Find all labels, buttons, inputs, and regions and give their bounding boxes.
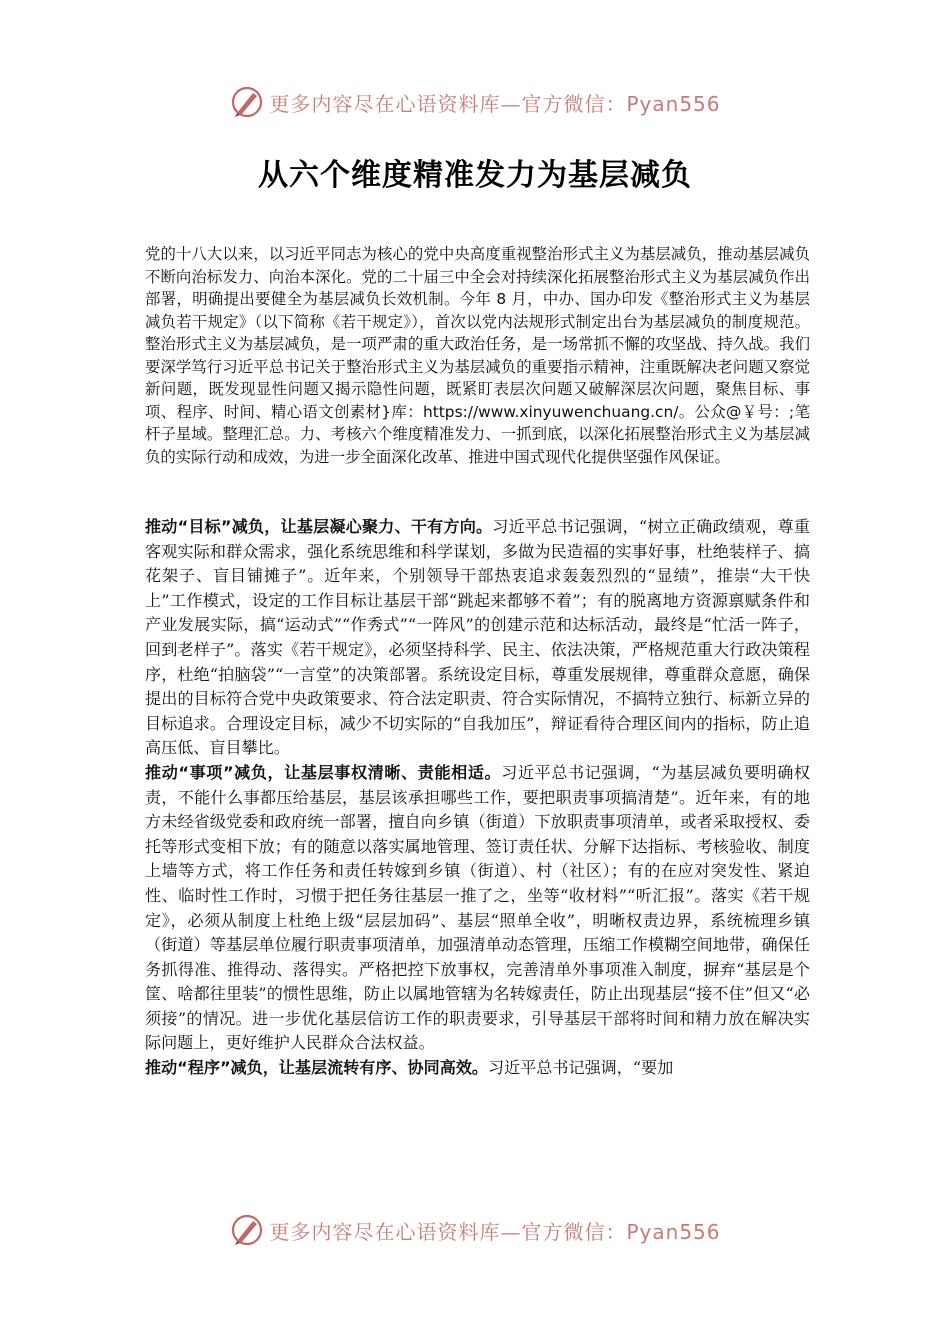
section-heading: 推动“事项”减负，让基层事权清晰、责能相适。 bbox=[145, 762, 502, 782]
bottom-watermark-banner bbox=[0, 1210, 950, 1250]
section-heading: 推动“目标”减负，让基层凝心聚力、干有方向。 bbox=[145, 517, 493, 536]
section-body: 习近平总书记强调，“为基层减负要明确权责，不能什么事都压给基层，基层该承担哪些工作，要把职责事项搞清楚”。近年来，有的地方未经省级党委和政府统一部署，擅自向乡镇（街道）下放职责事项清单，或者采取授权、委托等形式变相下放；有的随意以落实属地管理、签订责任状、分解下达指标、考核验收、制度上墙等方式，将工作任务和责任转嫁到乡镇（街道）、村（社区）；有的在应对突发性、紧迫性、临时性工作时，习惯于把任务往基层一推了之，坐等“收材料”“听汇报”。落实《若干规定》，必须从制度上杜绝上级“层层加码”、基层“照单全收”，明晰权责边界，系统梳理乡镇（街道）等基层单位履行职责事项清单，加强清单动态管理，压缩工作模糊空间地带，确保任务抓得准、推得动、落得实。严格把控下放事权，完善清单外事项准入制度，摒弃“基层是个筐、啥都往里装”的惯性思维，防止以属地管辖为名转嫁责任，防止出现基层“接不住”但又“必须接”的情况。进一步优化基层信访工作的职责要求，引导基层干部将时间和精力放在解决实际问题上，更好维护人民群众合法权益。 bbox=[145, 762, 811, 1053]
wechat-id: Pyan556 bbox=[626, 1219, 721, 1244]
watermark-text: 更多内容尽在心语资料库—官方微信：Pyan556 bbox=[269, 1219, 721, 1244]
section-heading: 推动“程序”减负，让基层流转有序、协同高效。 bbox=[145, 1058, 489, 1078]
intro-paragraph bbox=[145, 243, 810, 468]
watermark-text: 更多内容尽在心语资料库—官方微信：Pyan556 bbox=[269, 91, 721, 116]
document-body bbox=[145, 515, 810, 1081]
pen-logo-icon bbox=[229, 84, 265, 120]
top-watermark-banner bbox=[0, 82, 950, 122]
section-body: 习近平总书记强调，“树立正确政绩观，尊重客观实际和群众需求，强化系统思维和科学谋划，多做为民造福的实事好事，杜绝装样子、搞花架子、盲目铺摊子”。近年来，个别领导干部热衷追求轰轰烈烈的“显绩”，推崇“大干快上”工作模式，设定的工作目标让基层干部“跳起来都够不着”；有的脱离地方资源禀赋条件和产业发展实际，搞“运动式”“作秀式”“一阵风”的创建示范和达标活动，最终是“忙活一阵子，回到老样子”。落实《若干规定》，必须坚持科学、民主、依法决策，严格规范重大行政决策程序，杜绝“拍脑袋”“一言堂”的决策部署。系统设定目标，尊重发展规律，尊重群众意愿，确保提出的目标符合党中央政策要求、符合法定职责、符合实际情况，不搞特立独行、标新立异的目标追求。合理设定目标，减少不切实际的“自我加压”，辩证看待合理区间内的指标，防止追高压低、盲目攀比。 bbox=[145, 517, 810, 758]
section-body: 习近平总书记强调，“要加 bbox=[488, 1058, 674, 1078]
section-1 bbox=[145, 515, 810, 761]
intro-text: 党的十八大以来，以习近平同志为核心的党中央高度重视整治形式主义为基层减负，推动基层减负不断向治标发力、向治本深化。党的二十届三中全会对持续深化拓展整治形式主义为基层减负作出部署，明确提出要健全为基层减负长效机制。今年 8 月，中办、国办印发《整治形式主义为基层减负若干规定》（以下简称《若干规定》），首次以党内法规形式制定出台为基层减负的制度规范。整治形式主义为基层减负，是一项严肃的重大政治任务，是一场常抓不懈的攻坚战、持久战。我们要深学笃行习近平总书记关于整治形式主义为基层减负的重要指示精神，注重既解决老问题又察觉新问题，既发现显性问题又揭示隐性问题，既紧盯表层次问题又破解深层次问题，聚焦目标、事项、程序、时间、精心语文创素材}库：https://www.xinyuwenchuang.cn/。公众@￥号：;笔杆子星域。整理汇总。力、考核六个维度精准发力、一抓到底，以深化拓展整治形式主义为基层减负的实际行动和成效，为进一步全面深化改革、推进中国式现代化提供坚强作风保证。 bbox=[145, 245, 810, 466]
document-title: 从六个维度精准发力为基层减负 bbox=[258, 158, 692, 193]
section-2 bbox=[145, 761, 810, 1056]
wechat-id: Pyan556 bbox=[626, 91, 721, 116]
section-3 bbox=[145, 1056, 810, 1081]
pen-logo-icon bbox=[229, 1212, 265, 1248]
